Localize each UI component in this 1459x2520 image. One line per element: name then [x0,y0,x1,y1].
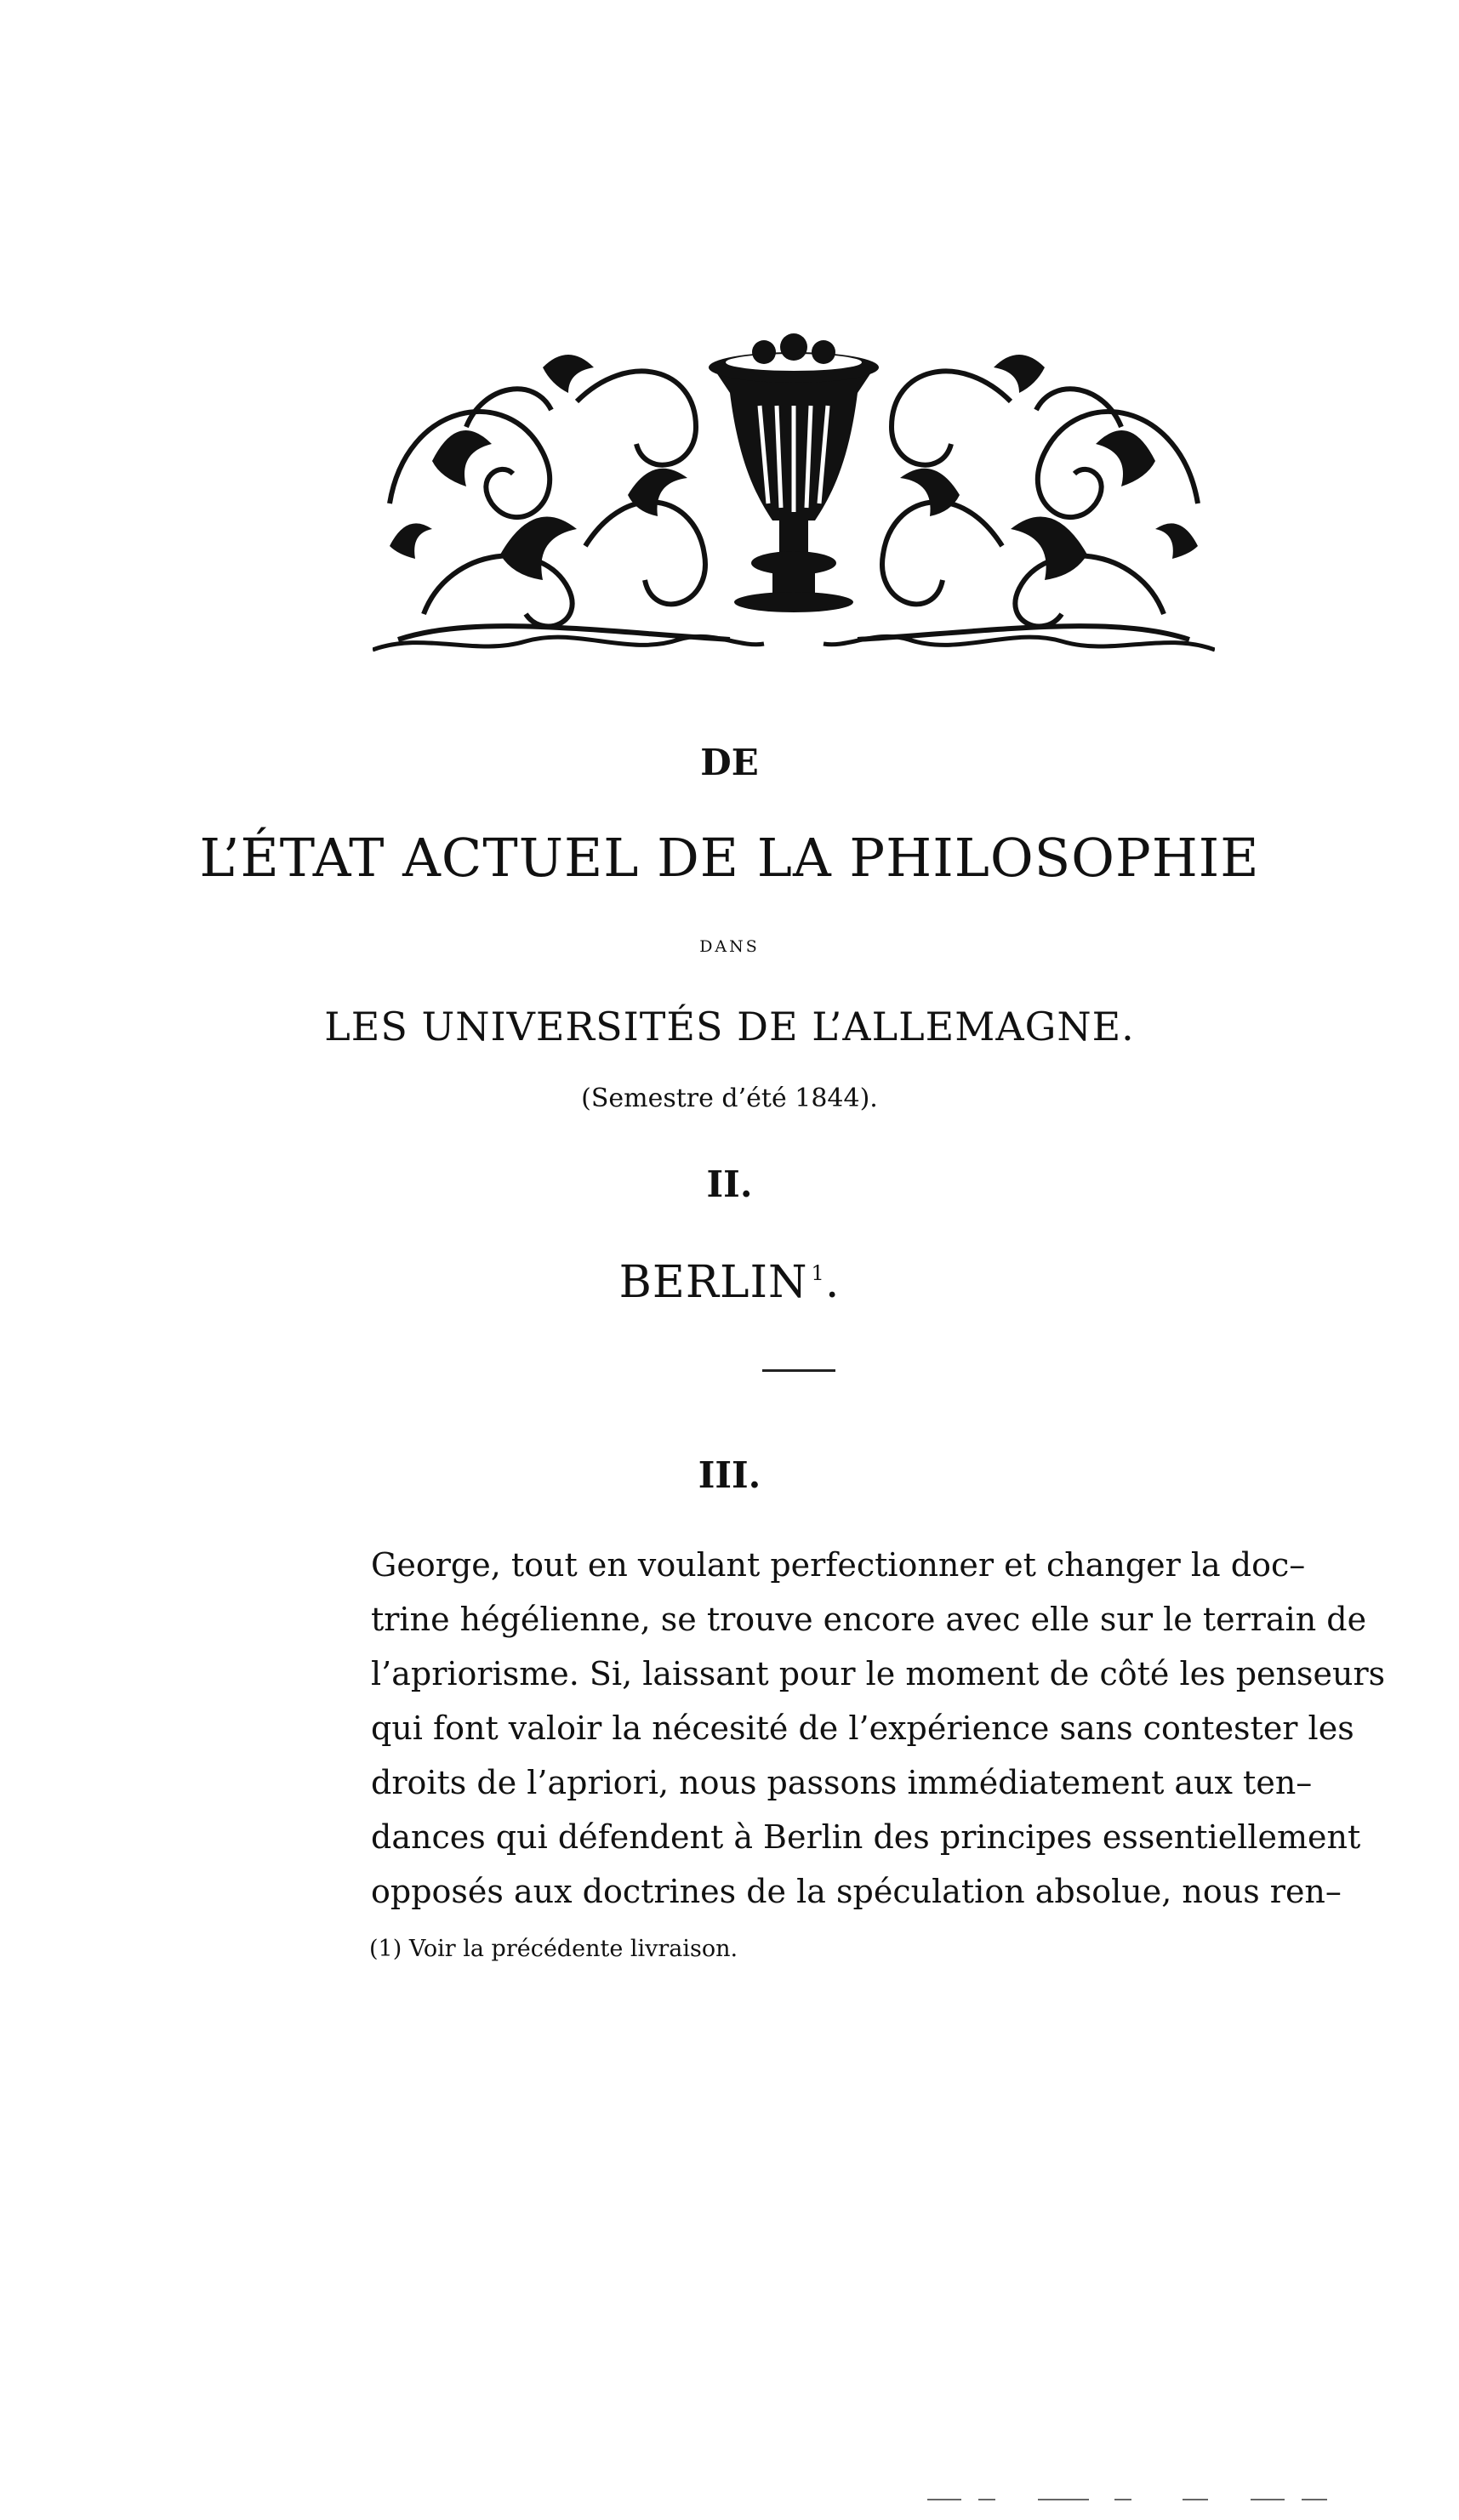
body-line: l’apriorisme. Si, laissant pour le moment de côté les penseurs [371,1655,1386,1692]
heading-preposition: DE [700,742,759,783]
article-title: L’ÉTAT ACTUEL DE LA PHILOSOPHIE [199,827,1260,889]
body-line: droits de l’apriori, nous passons immédiatement aux ten– [371,1764,1313,1801]
body-paragraph [371,1538,1386,1919]
section-divider [762,1369,835,1372]
body-line: qui font valoir la nécesité de l’expérience sans contester les [371,1709,1354,1747]
ornamental-headpiece-icon [373,333,1215,657]
body-line: trine hégélienne, se trouve encore avec elle sur le terrain de [371,1601,1367,1638]
article-subtitle: LES UNIVERSITÉS DE L’ALLEMAGNE. [324,1004,1135,1050]
part-number: II. [706,1163,753,1205]
body-line: opposés aux doctrines de la spéculation absolue, nous ren– [371,1873,1342,1910]
footnote-reference: 1 [811,1261,825,1285]
footnote: (1) Voir la précédente livraison. [369,1936,738,1962]
city-name: BERLIN [618,1257,808,1308]
city-heading: BERLIN $^1$. [618,1257,841,1308]
section-number: III. [698,1454,761,1496]
body-line: George, tout en voulant perfectionner et changer la doc– [371,1546,1306,1584]
heading-dans: DANS [699,937,760,956]
body-line: dances qui défendent à Berlin des principes essentiellement [371,1818,1361,1856]
scan-marks [927,2495,1327,2504]
semester-note: (Semestre d’été 1844). [581,1084,878,1113]
